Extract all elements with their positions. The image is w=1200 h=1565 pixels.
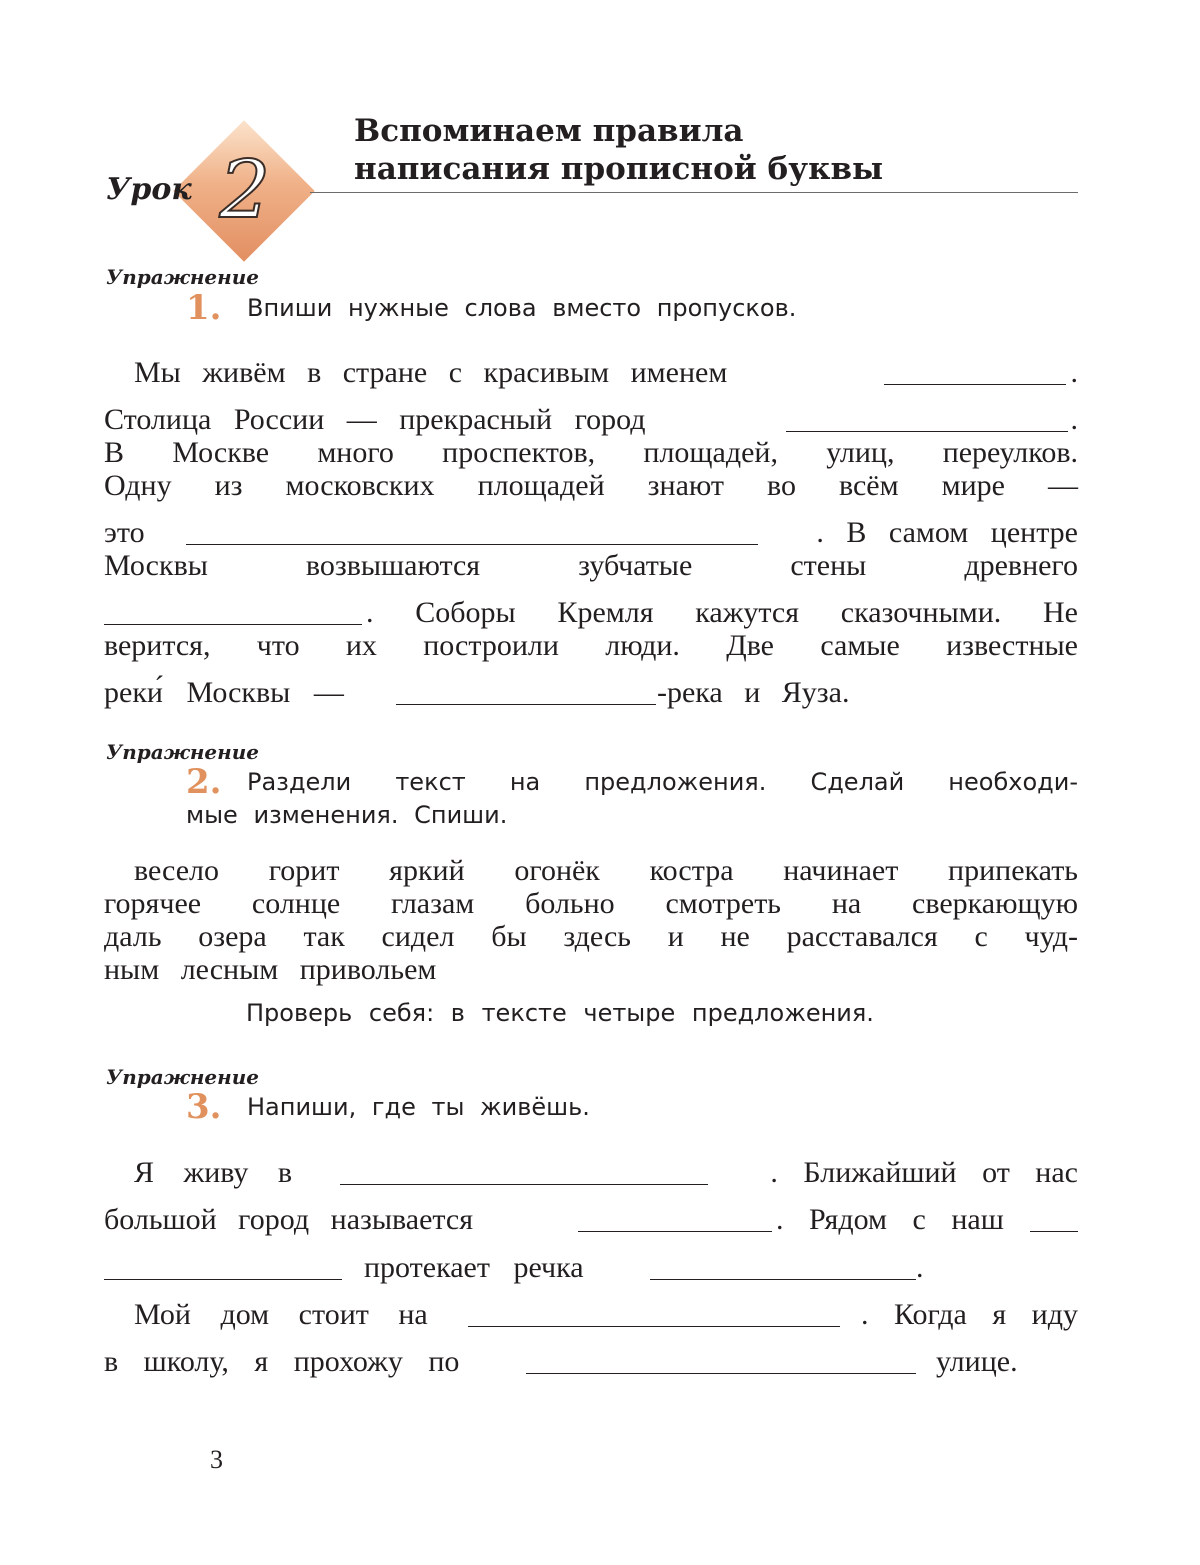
ex1-line-4: Одну из московских площадей знают во всём мире — [104,469,1078,502]
lesson-title-line-1: Вспоминаем правила [354,113,744,149]
ex3-line-4 [134,1297,1078,1333]
exercise-2-label: Упражнение [106,740,259,764]
ex1-line-9-start: реки́ Москвы — [104,676,344,709]
ex1-blank-1[interactable] [884,384,1066,385]
lesson-label: Урок [106,172,192,207]
ex3-line-2-start: большой город называется [104,1203,474,1236]
ex3-line-3-end: . [916,1251,924,1284]
ex1-line-9-end: -река и Яуза. [657,676,850,709]
ex3-blank-3[interactable] [1030,1231,1078,1232]
lesson-number: 2 [219,143,271,236]
ex1-blank-4[interactable] [104,624,362,625]
ex3-line-1 [134,1155,1078,1191]
ex1-line-2 [104,402,1078,438]
ex1-line-5 [104,515,1078,551]
exercise-2-number: 2. [186,762,222,802]
ex1-blank-3[interactable] [186,544,758,545]
ex3-line-5-start: в школу, я прохожу по [104,1345,460,1378]
ex3-line-2 [104,1202,1078,1238]
ex1-line-1-text: Мы живём в стране с красивым именем [134,356,728,389]
self-check-note: Проверь себя: в тексте четыре предложения. [246,999,874,1027]
ex1-line-2-text: Столица России — прекрасный город [104,403,646,436]
ex3-line-4-end: . Когда я иду [860,1298,1078,1331]
exercise-2-task-line-1: Раздели текст на предложения. Сделай необходи- [247,768,1078,796]
ex3-blank-5[interactable] [650,1279,916,1280]
ex1-line-5-start: это [104,516,145,549]
exercise-3-label: Упражнение [106,1065,259,1089]
page-number: 3 [210,1445,223,1474]
ex3-blank-6[interactable] [468,1326,840,1327]
lesson-title-line-2: написания прописной буквы [354,151,884,187]
exercise-3-task: Напиши, где ты живёшь. [247,1093,590,1121]
ex1-line-5-end: . В самом центре [816,516,1078,549]
exercise-2-task-line-2: мые изменения. Спиши. [186,801,508,829]
exercise-3-number: 3. [186,1087,222,1127]
exercise-1-number: 1. [186,288,222,328]
ex1-line-2-end: . [1070,403,1078,436]
ex3-line-2-end: . Рядом с наш [776,1203,1004,1236]
ex3-blank-1[interactable] [340,1184,708,1185]
ex1-line-3: В Москве много проспектов, площадей, улиц, переулков. [104,436,1078,469]
ex1-line-8: верится, что их построили люди. Две самые известные [104,629,1078,662]
ex3-blank-2[interactable] [578,1231,772,1232]
ex3-blank-7[interactable] [526,1373,916,1374]
ex1-blank-5[interactable] [396,704,656,705]
ex3-line-4-start: Мой дом стоит на [134,1298,428,1331]
ex3-line-1-start: Я живу в [134,1156,293,1189]
lesson-title [354,112,1094,188]
ex3-line-5-end: улице. [936,1345,1018,1378]
ex3-line-3-text: протекает речка [364,1251,584,1284]
exercise-1-task: Впиши нужные слова вместо пропусков. [247,294,797,322]
ex1-line-9 [104,675,1078,711]
ex3-blank-4[interactable] [104,1279,342,1280]
ex1-line-7-text: . Соборы Кремля кажутся сказочными. Не [366,596,1078,629]
ex2-line-2: горячее солнце глазам больно смотреть на сверкающую [104,887,1078,920]
ex1-line-1 [134,355,1078,391]
ex3-line-5 [104,1344,1078,1380]
ex2-line-4: ным лесным привольем [104,953,437,986]
ex1-line-6: Москвы возвышаются зубчатые стены древнего [104,549,1078,582]
ex2-line-3: даль озера так сидел бы здесь и не расставался с чуд- [104,920,1078,953]
ex1-line-1-end: . [1070,356,1078,389]
ex3-line-1-end: . Ближайший от нас [770,1156,1078,1189]
ex1-blank-2[interactable] [786,431,1068,432]
exercise-1-label: Упражнение [106,265,259,289]
ex2-line-1: весело горит яркий огонёк костра начинает припекать [134,854,1078,887]
title-divider [310,192,1078,193]
